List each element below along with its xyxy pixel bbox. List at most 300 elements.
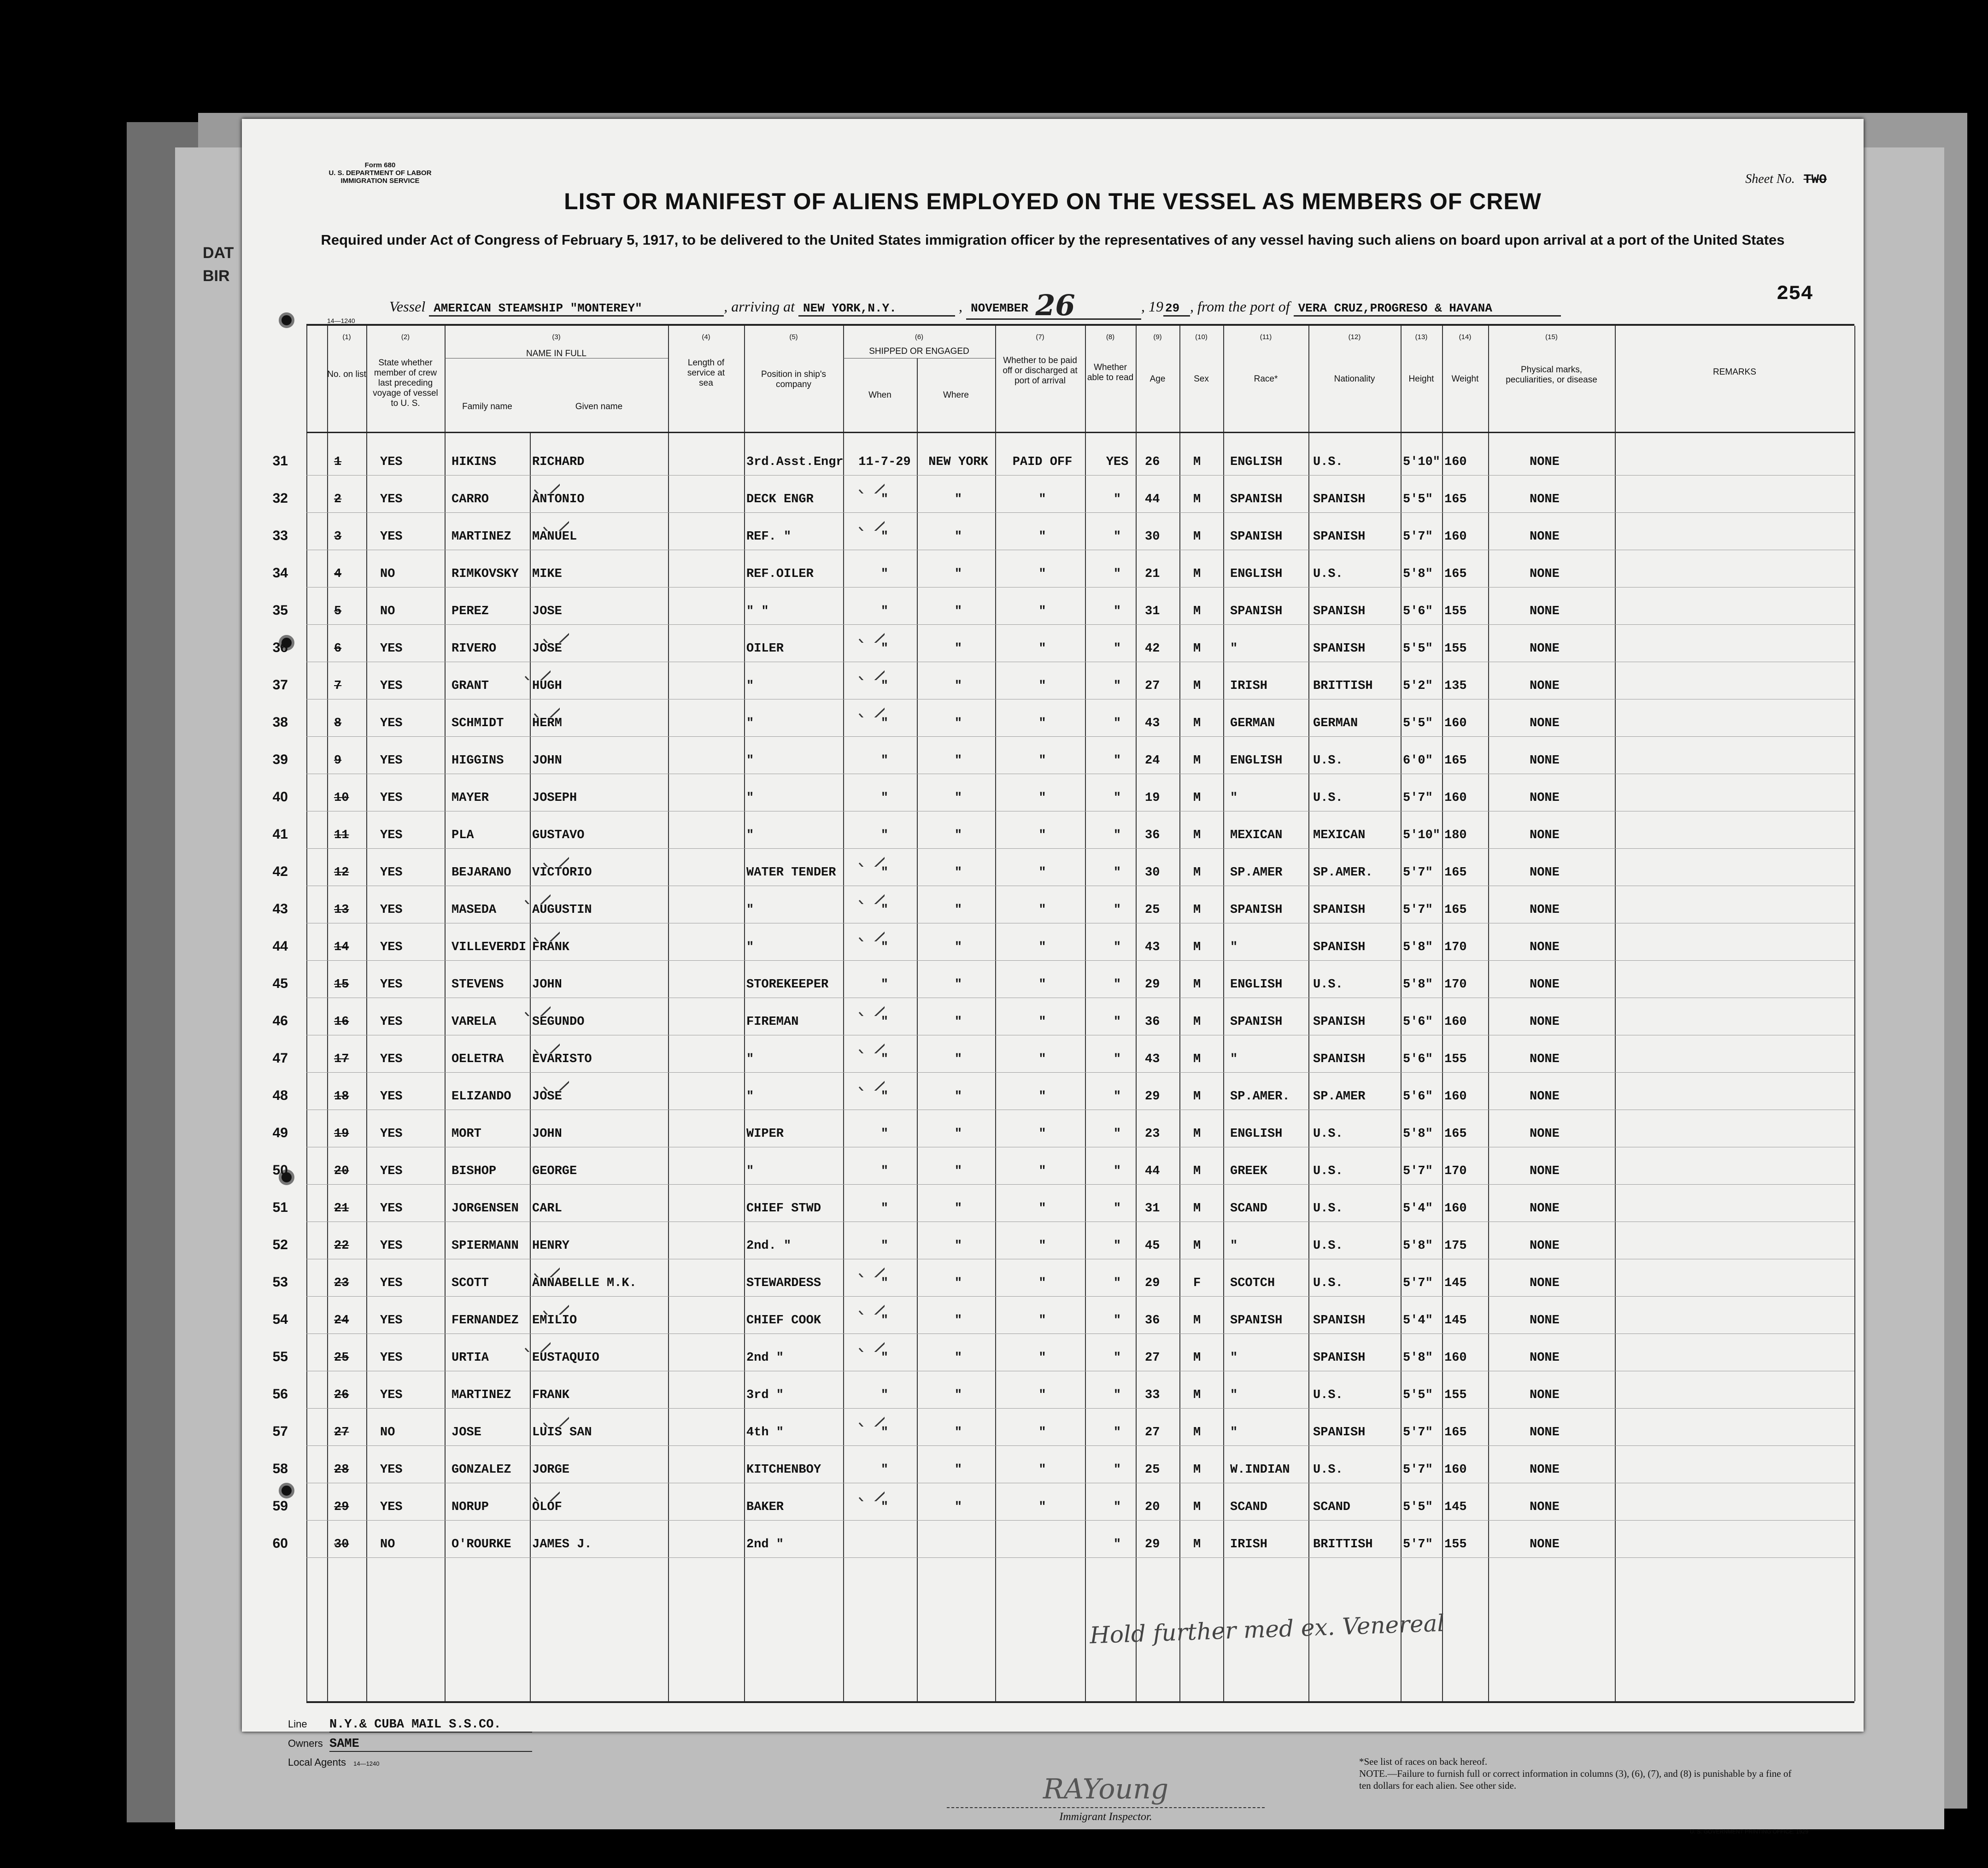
list-number: 21 bbox=[334, 1202, 349, 1216]
header-paid-off: (7) Whether to be paid off or discharged at port of arrival bbox=[1003, 333, 1078, 386]
paid-off: " bbox=[1038, 828, 1046, 842]
nationality: SPANISH bbox=[1313, 903, 1366, 917]
paid-off: " bbox=[1038, 1127, 1046, 1141]
list-number: 23 bbox=[334, 1276, 349, 1290]
list-number: 6 bbox=[334, 642, 342, 656]
check-mark-icon bbox=[541, 509, 569, 531]
list-number: 27 bbox=[334, 1426, 349, 1439]
row-number: 48 bbox=[272, 1088, 288, 1103]
age: 36 bbox=[1145, 1015, 1160, 1029]
family-name: JOSE bbox=[452, 1426, 481, 1439]
given-name: OLOF bbox=[532, 1500, 562, 1514]
page-number: 254 bbox=[1776, 282, 1813, 305]
given-name: MIKE bbox=[532, 567, 562, 581]
sex: M bbox=[1193, 1351, 1201, 1365]
nationality: SPANISH bbox=[1313, 493, 1366, 506]
weight: 180 bbox=[1444, 828, 1467, 842]
physical-marks: NONE bbox=[1530, 679, 1560, 693]
age: 44 bbox=[1145, 1164, 1160, 1178]
weight: 165 bbox=[1444, 493, 1467, 506]
list-number: 14 bbox=[334, 940, 349, 954]
header-no-on-list: (1) No. on list bbox=[327, 333, 366, 379]
able-to-read: " bbox=[1113, 567, 1121, 581]
form-code: 14—1240 bbox=[327, 317, 355, 324]
weight: 165 bbox=[1444, 903, 1467, 917]
check-mark-icon bbox=[541, 621, 569, 643]
height: 5'5" bbox=[1403, 642, 1433, 656]
paid-off: " bbox=[1038, 754, 1046, 768]
sex: M bbox=[1193, 493, 1201, 506]
age: 23 bbox=[1145, 1127, 1160, 1141]
binder-hole bbox=[279, 312, 294, 328]
row-number: 39 bbox=[272, 752, 288, 767]
weight: 135 bbox=[1444, 679, 1467, 693]
nationality: SCAND bbox=[1313, 1500, 1351, 1514]
weight: 155 bbox=[1444, 642, 1467, 656]
previous-voyage: YES bbox=[380, 679, 403, 693]
row-number: 42 bbox=[272, 864, 288, 879]
given-name: LUIS SAN bbox=[532, 1426, 592, 1439]
paid-off: " bbox=[1038, 1090, 1046, 1104]
age: 29 bbox=[1145, 1538, 1160, 1551]
given-name: ANTONIO bbox=[532, 493, 585, 506]
position: " bbox=[746, 1052, 754, 1066]
table-row bbox=[272, 439, 1854, 476]
paid-off: " bbox=[1038, 978, 1046, 992]
list-number: 28 bbox=[334, 1463, 349, 1477]
row-number: 53 bbox=[272, 1275, 288, 1290]
given-name: JOSE bbox=[532, 605, 562, 618]
able-to-read: " bbox=[1113, 1015, 1121, 1029]
height: 5'6" bbox=[1403, 1090, 1433, 1104]
race: SPANISH bbox=[1230, 903, 1283, 917]
nationality: GERMAN bbox=[1313, 717, 1358, 730]
vessel-label: Vessel bbox=[389, 298, 426, 315]
previous-voyage: NO bbox=[380, 567, 395, 581]
height: 5'8" bbox=[1403, 1239, 1433, 1253]
race: " bbox=[1230, 1426, 1238, 1439]
paid-off: " bbox=[1038, 866, 1046, 880]
given-name: CARL bbox=[532, 1202, 562, 1216]
position: " bbox=[746, 1090, 754, 1104]
race: ENGLISH bbox=[1230, 978, 1283, 992]
table-row bbox=[272, 1073, 1854, 1110]
family-name: SCHMIDT bbox=[452, 717, 504, 730]
list-number: 4 bbox=[334, 567, 342, 581]
check-mark-icon bbox=[541, 1069, 569, 1091]
position: 4th " bbox=[746, 1426, 784, 1439]
check-mark-icon bbox=[532, 1031, 560, 1053]
row-number: 33 bbox=[272, 528, 288, 543]
table-row bbox=[272, 1446, 1854, 1483]
shipped-when: " bbox=[880, 791, 889, 805]
age: 29 bbox=[1145, 978, 1160, 992]
previous-voyage: YES bbox=[380, 642, 403, 656]
previous-voyage: YES bbox=[380, 1090, 403, 1104]
height: 5'7" bbox=[1403, 1426, 1433, 1439]
shipped-where: " bbox=[954, 1239, 962, 1253]
paid-off: " bbox=[1038, 1314, 1046, 1328]
weight: 145 bbox=[1444, 1500, 1467, 1514]
header-given-name: Given name bbox=[575, 402, 623, 411]
shipped-when: " bbox=[880, 1463, 889, 1477]
race: " bbox=[1230, 642, 1238, 656]
age: 44 bbox=[1145, 493, 1160, 506]
nationality: U.S. bbox=[1313, 754, 1343, 768]
paid-off: " bbox=[1038, 605, 1046, 618]
position: 2nd " bbox=[746, 1538, 784, 1551]
paid-off: " bbox=[1038, 1015, 1046, 1029]
list-number: 13 bbox=[334, 903, 349, 917]
shipped-where: " bbox=[954, 828, 962, 842]
shipped-where: " bbox=[954, 1127, 962, 1141]
table-row bbox=[272, 1297, 1854, 1334]
previous-voyage: YES bbox=[380, 903, 403, 917]
previous-voyage: NO bbox=[380, 1426, 395, 1439]
position: STOREKEEPER bbox=[746, 978, 829, 992]
list-number: 20 bbox=[334, 1164, 349, 1178]
age: 45 bbox=[1145, 1239, 1160, 1253]
previous-voyage: YES bbox=[380, 791, 403, 805]
sex: M bbox=[1193, 754, 1201, 768]
shipped-where: " bbox=[954, 791, 962, 805]
family-name: O'ROURKE bbox=[452, 1538, 511, 1551]
physical-marks: NONE bbox=[1530, 1052, 1560, 1066]
shipped-where: " bbox=[954, 1314, 962, 1328]
family-name: NORUP bbox=[452, 1500, 489, 1514]
nationality: SPANISH bbox=[1313, 1314, 1366, 1328]
check-mark-icon bbox=[857, 695, 885, 717]
race: SPANISH bbox=[1230, 530, 1283, 544]
previous-voyage: YES bbox=[380, 1351, 403, 1365]
shipped-where: " bbox=[954, 567, 962, 581]
height: 5'5" bbox=[1403, 717, 1433, 730]
able-to-read: " bbox=[1113, 1127, 1121, 1141]
given-name: RICHARD bbox=[532, 455, 585, 469]
sex: M bbox=[1193, 828, 1201, 842]
position: BAKER bbox=[746, 1500, 784, 1514]
position: WIPER bbox=[746, 1127, 784, 1141]
able-to-read: " bbox=[1113, 605, 1121, 618]
local-agents-code: 14—1240 bbox=[353, 1760, 380, 1767]
form-identifier bbox=[316, 161, 445, 185]
age: 36 bbox=[1145, 1314, 1160, 1328]
height: 5'6" bbox=[1403, 1052, 1433, 1066]
table-row bbox=[272, 1110, 1854, 1147]
table-row bbox=[272, 551, 1854, 587]
header-where: Where bbox=[943, 390, 969, 400]
age: 43 bbox=[1145, 717, 1160, 730]
penalty-note: NOTE.—Failure to furnish full or correct information in columns (3), (6), (7), and (8) is punishable by a fine of ten dollars for each alien. See other side. bbox=[1359, 1768, 1792, 1791]
shipped-when: " bbox=[880, 530, 889, 544]
check-mark-icon bbox=[541, 1404, 569, 1427]
table-row bbox=[272, 961, 1854, 998]
shipped-where: " bbox=[954, 1164, 962, 1178]
check-mark-icon bbox=[857, 621, 885, 643]
shipped-when: " bbox=[880, 1090, 889, 1104]
height: 5'7" bbox=[1403, 1538, 1433, 1551]
header-nationality: (12) Nationality bbox=[1334, 333, 1375, 384]
physical-marks: NONE bbox=[1530, 1388, 1560, 1402]
position: " bbox=[746, 754, 754, 768]
weight: 155 bbox=[1444, 1052, 1467, 1066]
check-mark-icon bbox=[857, 509, 885, 531]
nationality: SPANISH bbox=[1313, 642, 1366, 656]
physical-marks: NONE bbox=[1530, 493, 1560, 506]
height: 5'5" bbox=[1403, 1388, 1433, 1402]
paid-off: " bbox=[1038, 493, 1046, 506]
height: 5'10" bbox=[1403, 455, 1441, 469]
list-number: 30 bbox=[334, 1538, 349, 1551]
family-name: RIMKOVSKY bbox=[452, 567, 519, 581]
paid-off: " bbox=[1038, 642, 1046, 656]
document-subtitle: Required under Act of Congress of February 5, 1917, to be delivered to the United States immigration officer by the representatives of any vessel having such aliens on board upon arrival at a port of the United States bbox=[321, 232, 1785, 248]
sex: M bbox=[1193, 1015, 1201, 1029]
row-number: 52 bbox=[272, 1237, 288, 1252]
check-mark-icon bbox=[857, 1292, 885, 1315]
previous-voyage: YES bbox=[380, 530, 403, 544]
physical-marks: NONE bbox=[1530, 1015, 1560, 1029]
given-name: HENRY bbox=[532, 1239, 570, 1253]
list-number: 24 bbox=[334, 1314, 349, 1328]
header-remarks: REMARKS bbox=[1713, 367, 1756, 377]
nationality: SPANISH bbox=[1313, 605, 1366, 618]
check-mark-icon bbox=[857, 658, 885, 680]
shipped-where: " bbox=[954, 1052, 962, 1066]
list-number: 22 bbox=[334, 1239, 349, 1253]
shipped-when: " bbox=[880, 567, 889, 581]
footer-block bbox=[288, 1718, 532, 1776]
race: MEXICAN bbox=[1230, 828, 1283, 842]
shipped-when: 11-7-29 bbox=[858, 455, 911, 469]
shipped-where: " bbox=[954, 679, 962, 693]
document-title: LIST OR MANIFEST OF ALIENS EMPLOYED ON THE VESSEL AS MEMBERS OF CREW bbox=[564, 188, 1542, 214]
previous-voyage: YES bbox=[380, 828, 403, 842]
age: 27 bbox=[1145, 679, 1160, 693]
paid-off: " bbox=[1038, 1388, 1046, 1402]
weight: 165 bbox=[1444, 1426, 1467, 1439]
age: 20 bbox=[1145, 1500, 1160, 1514]
header-weight: (14) Weight bbox=[1451, 333, 1479, 384]
age: 42 bbox=[1145, 642, 1160, 656]
able-to-read: " bbox=[1113, 642, 1121, 656]
shipped-where: " bbox=[954, 940, 962, 954]
header-previous-voyage: (2) State whether member of crew last preceding voyage of vessel to U. S. bbox=[373, 333, 438, 408]
paid-off: " bbox=[1038, 717, 1046, 730]
list-number: 10 bbox=[334, 791, 349, 805]
able-to-read: " bbox=[1113, 1388, 1121, 1402]
weight: 165 bbox=[1444, 1127, 1467, 1141]
row-number: 46 bbox=[272, 1013, 288, 1028]
race: IRISH bbox=[1230, 679, 1268, 693]
able-to-read: " bbox=[1113, 1426, 1121, 1439]
nationality: SPANISH bbox=[1313, 1426, 1366, 1439]
sex: M bbox=[1193, 791, 1201, 805]
list-number: 25 bbox=[334, 1351, 349, 1365]
given-name: VICTORIO bbox=[532, 866, 592, 880]
physical-marks: NONE bbox=[1530, 717, 1560, 730]
row-number: 57 bbox=[272, 1424, 288, 1439]
given-name: SEGUNDO bbox=[532, 1015, 585, 1029]
list-number: 1 bbox=[334, 455, 342, 469]
age: 36 bbox=[1145, 828, 1160, 842]
previous-voyage: YES bbox=[380, 1164, 403, 1178]
check-mark-icon bbox=[532, 1255, 560, 1277]
check-mark-icon bbox=[523, 658, 551, 680]
family-name: STEVENS bbox=[452, 978, 504, 992]
nationality: U.S. bbox=[1313, 455, 1343, 469]
age: 30 bbox=[1145, 530, 1160, 544]
weight: 145 bbox=[1444, 1314, 1467, 1328]
height: 5'7" bbox=[1403, 791, 1433, 805]
family-name: OELETRA bbox=[452, 1052, 504, 1066]
list-number: 11 bbox=[334, 828, 349, 842]
table-row bbox=[272, 737, 1854, 774]
height: 5'7" bbox=[1403, 903, 1433, 917]
row-number: 60 bbox=[272, 1536, 288, 1551]
nationality: SPANISH bbox=[1313, 1052, 1366, 1066]
age: 33 bbox=[1145, 1388, 1160, 1402]
family-name: PLA bbox=[452, 828, 474, 842]
able-to-read: " bbox=[1113, 717, 1121, 730]
race: " bbox=[1230, 940, 1238, 954]
weight: 170 bbox=[1444, 940, 1467, 954]
position: " bbox=[746, 679, 754, 693]
check-mark-icon bbox=[857, 845, 885, 867]
physical-marks: NONE bbox=[1530, 1463, 1560, 1477]
paid-off: " bbox=[1038, 1239, 1046, 1253]
form-service: IMMIGRATION SERVICE bbox=[340, 177, 420, 185]
list-number: 12 bbox=[334, 866, 349, 880]
able-to-read: " bbox=[1113, 1164, 1121, 1178]
shipped-when: " bbox=[880, 1052, 889, 1066]
row-number: 37 bbox=[272, 677, 288, 693]
race: ENGLISH bbox=[1230, 567, 1283, 581]
previous-voyage: YES bbox=[380, 493, 403, 506]
previous-voyage: YES bbox=[380, 1463, 403, 1477]
able-to-read: " bbox=[1113, 978, 1121, 992]
header-age: (9) Age bbox=[1149, 333, 1166, 384]
physical-marks: NONE bbox=[1530, 1239, 1560, 1253]
shipped-when: " bbox=[880, 1127, 889, 1141]
table-row bbox=[272, 1521, 1854, 1558]
sex: M bbox=[1193, 1164, 1201, 1178]
position: REF.OILER bbox=[746, 567, 814, 581]
physical-marks: NONE bbox=[1530, 1426, 1560, 1439]
shipped-where: " bbox=[954, 1351, 962, 1365]
position: STEWARDESS bbox=[746, 1276, 821, 1290]
paid-off: " bbox=[1038, 1426, 1046, 1439]
height: 5'8" bbox=[1403, 978, 1433, 992]
check-mark-icon bbox=[857, 1255, 885, 1277]
nationality: U.S. bbox=[1313, 1276, 1343, 1290]
paid-off: " bbox=[1038, 1351, 1046, 1365]
height: 5'8" bbox=[1403, 1351, 1433, 1365]
weight: 170 bbox=[1444, 978, 1467, 992]
row-number: 59 bbox=[272, 1498, 288, 1514]
race: ENGLISH bbox=[1230, 455, 1283, 469]
list-number: 18 bbox=[334, 1090, 349, 1104]
shipped-when: " bbox=[880, 642, 889, 656]
sex: M bbox=[1193, 1388, 1201, 1402]
family-name: FERNANDEZ bbox=[452, 1314, 519, 1328]
height: 5'7" bbox=[1403, 1164, 1433, 1178]
position: " bbox=[746, 940, 754, 954]
previous-voyage: YES bbox=[380, 717, 403, 730]
owners-label: Owners bbox=[288, 1738, 323, 1749]
sex: M bbox=[1193, 1052, 1201, 1066]
shipped-where: " bbox=[954, 1388, 962, 1402]
shipped-when: " bbox=[880, 1164, 889, 1178]
inspector-label: Immigrant Inspector. bbox=[947, 1807, 1265, 1823]
shipped-where: " bbox=[954, 1426, 962, 1439]
position: " " bbox=[746, 605, 769, 618]
given-name: JOSE bbox=[532, 642, 562, 656]
able-to-read: " bbox=[1113, 1090, 1121, 1104]
shipped-when: " bbox=[880, 1500, 889, 1514]
nationality: MEXICAN bbox=[1313, 828, 1366, 842]
nationality: SP.AMER bbox=[1313, 1090, 1366, 1104]
weight: 155 bbox=[1444, 1388, 1467, 1402]
age: 31 bbox=[1145, 605, 1160, 618]
check-mark-icon bbox=[857, 1069, 885, 1091]
position: KITCHENBOY bbox=[746, 1463, 821, 1477]
physical-marks: NONE bbox=[1530, 1202, 1560, 1216]
height: 5'7" bbox=[1403, 1463, 1433, 1477]
check-mark-icon bbox=[857, 1031, 885, 1053]
height: 5'7" bbox=[1403, 866, 1433, 880]
previous-voyage: YES bbox=[380, 978, 403, 992]
weight: 160 bbox=[1444, 1351, 1467, 1365]
height: 5'10" bbox=[1403, 828, 1441, 842]
line-value: N.Y.& CUBA MAIL S.S.CO. bbox=[329, 1718, 532, 1733]
position: " bbox=[746, 903, 754, 917]
age: 25 bbox=[1145, 1463, 1160, 1477]
age: 26 bbox=[1145, 455, 1160, 469]
position: " bbox=[746, 1164, 754, 1178]
height: 5'7" bbox=[1403, 1276, 1433, 1290]
physical-marks: NONE bbox=[1530, 940, 1560, 954]
row-number: 36 bbox=[272, 640, 288, 655]
given-name: JOSE bbox=[532, 1090, 562, 1104]
age: 31 bbox=[1145, 1202, 1160, 1216]
age: 21 bbox=[1145, 567, 1160, 581]
height: 6'0" bbox=[1403, 754, 1433, 768]
race: SCAND bbox=[1230, 1202, 1268, 1216]
nationality: SPANISH bbox=[1313, 530, 1366, 544]
row-number: 34 bbox=[272, 565, 288, 581]
inspector-signature: RAYoung bbox=[1043, 1773, 1169, 1805]
family-name: SCOTT bbox=[452, 1276, 489, 1290]
previous-voyage: NO bbox=[380, 605, 395, 618]
race: SPANISH bbox=[1230, 605, 1283, 618]
previous-voyage: YES bbox=[380, 1500, 403, 1514]
sex: M bbox=[1193, 679, 1201, 693]
row-number: 45 bbox=[272, 976, 288, 991]
table-row bbox=[272, 1222, 1854, 1259]
edge-fragment: DAT bbox=[203, 244, 234, 262]
family-name: BEJARANO bbox=[452, 866, 511, 880]
shipped-when: " bbox=[880, 1202, 889, 1216]
check-mark-icon bbox=[857, 1404, 885, 1427]
family-name: ELIZANDO bbox=[452, 1090, 511, 1104]
family-name: MORT bbox=[452, 1127, 481, 1141]
previous-voyage: YES bbox=[380, 455, 403, 469]
shipped-when: " bbox=[880, 978, 889, 992]
departure-ports: VERA CRUZ,PROGRESO & HAVANA bbox=[1294, 301, 1561, 317]
arriving-label: , arriving at bbox=[724, 298, 795, 315]
physical-marks: NONE bbox=[1530, 1090, 1560, 1104]
